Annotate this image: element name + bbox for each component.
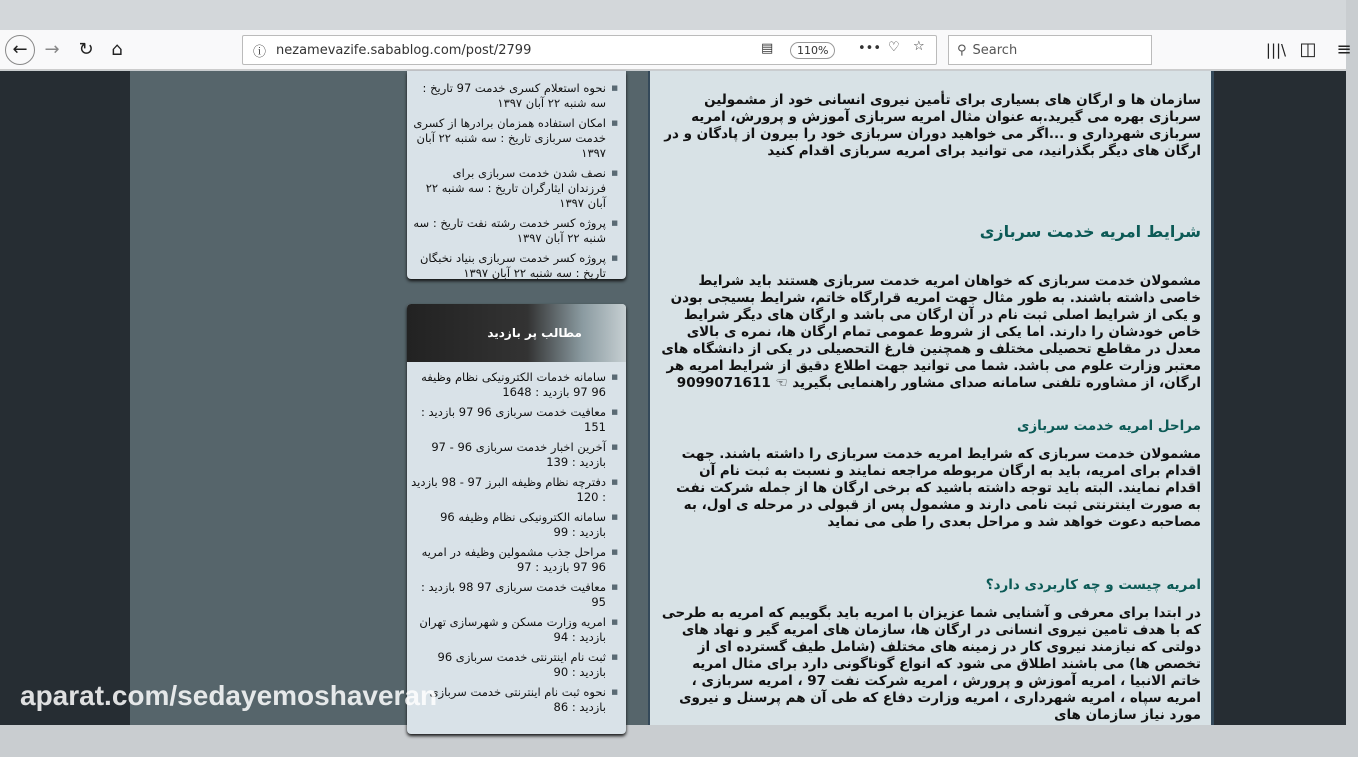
search-placeholder: Search bbox=[972, 42, 1018, 58]
browser-toolbar bbox=[0, 30, 1352, 70]
watermark: aparat.com/sedayemoshaveran bbox=[20, 680, 438, 711]
popular-post-link[interactable]: ■ مراحل جذب مشمولین وظیفه در امریه 96 97 بازدید : 97 bbox=[411, 545, 616, 575]
popular-post-link[interactable]: ■ سامانه الکترونیکی نظام وظیفه 96 بازدید : 99 bbox=[411, 510, 616, 540]
reload-button[interactable]: ↻ bbox=[78, 39, 94, 60]
recent-post-link[interactable]: ■ پروژه کسر خدمت رشته نفت تاریخ : سه شنبه ۲۲ آبان ۱۳۹۷ bbox=[411, 216, 616, 246]
recent-post-link[interactable]: ■ نحوه استعلام کسری خدمت 97 تاریخ : سه شنبه ۲۲ آبان ۱۳۹۷ bbox=[411, 81, 616, 111]
recent-post-link[interactable]: ■ امکان استفاده همزمان برادرها از کسری خدمت سربازی تاریخ : سه شنبه ۲۲ آبان ۱۳۹۷ bbox=[411, 116, 616, 161]
recent-posts-box bbox=[407, 71, 626, 279]
forward-button[interactable]: → bbox=[44, 39, 60, 60]
article-what: در ابتدا برای معرفی و آشنایی شما عزیزان با امریه باید بگوییم که امریه به طرحی که با هدف تامین نیروی انسانی در ارگان ها، سازمان های امریه گیر و نهاد های دولتی که نیازمند نیروی کار در زمینه های مختلف (شامل طیف گسترده ای از تخصص ها) می باشند اطلاق می شود که انواع گوناگونی دارد برای مثال امریه خاتم الانبیا ، امریه آموزش و پرورش ، امریه شرکت نفت 97 ، امریه سربازی ، امریه سپاه ، امریه شهرداری ، امریه وزارت دفاع که طی آن هم پرسنل و نیروی مورد نیاز سازمان های bbox=[661, 605, 1201, 723]
article-intro: سازمان ها و ارگان های بسیاری برای تأمین نیروی انسانی خود از مشمولین سربازی بهره می گیرید.به عنوان مثال امریه سربازی آموزش و پرورش، امریه سربازی شهرداری و ...اگر می خواهید دوران سربازی خود را بیرون از پادگان و در ارگان های دیگر بگذرانید، می توانید برای امریه سربازی اقدام کنید bbox=[664, 92, 1201, 159]
popular-posts-title: مطالب پر بازدید bbox=[407, 304, 626, 362]
back-button[interactable]: ← bbox=[5, 35, 35, 65]
window-top-strip bbox=[0, 0, 1346, 30]
url-text: nezamevazife.sabablog.com/post/2799 bbox=[276, 42, 532, 58]
pocket-icon[interactable]: ♡ bbox=[888, 40, 900, 55]
zoom-level[interactable]: 110% bbox=[790, 42, 835, 59]
popular-post-link[interactable]: ■ دفترچه نظام وظیفه البرز 97 - 98 بازدید : 120 bbox=[411, 475, 616, 505]
url-bar[interactable] bbox=[242, 35, 937, 65]
search-icon: ⚲ bbox=[957, 42, 967, 58]
info-icon[interactable]: ⓘ bbox=[253, 44, 267, 60]
article-steps: مشمولان خدمت سربازی که شرایط امریه خدمت سربازی را داشته باشند. جهت اقدام برای امریه، باید به ارگان مربوطه مراجعه نمایند و نسبت به ثبت نام آن اقدام نمایند. البته باید توجه داشته باشید که برخی ارگان ها از جمله شرکت نفت به صورت اینترنتی ثبت نامی دارند و مشمول پس از قبولی در مرحله ی اول، به مصاحبه دعوت خواهد شد و مراحل بعدی را طی می نماید bbox=[676, 446, 1201, 530]
library-icon[interactable]: |||\ bbox=[1265, 41, 1287, 59]
recent-post-link[interactable]: ■ نصف شدن خدمت سربازی برای فرزندان ایثارگران تاریخ : سه شنبه ۲۲ آبان ۱۳۹۷ bbox=[411, 166, 616, 211]
more-actions-icon[interactable]: ••• bbox=[858, 41, 882, 56]
popular-post-link[interactable]: ■ آخرین اخبار خدمت سربازی 96 - 97 بازدید : 139 bbox=[411, 440, 616, 470]
article-body bbox=[648, 71, 1214, 725]
page-content bbox=[0, 71, 1346, 725]
popular-post-link[interactable]: ■ معافیت خدمت سربازی 96 97 بازدید : 151 bbox=[411, 405, 616, 435]
article-conditions: مشمولان خدمت سربازی که خواهان امریه خدمت سربازی هستند باید شرایط خاصی داشته باشند. به طور مثال جهت امریه قرارگاه خاتم، شرایط بسیجی بودن و یکی از شرایط اصلی ثبت نام در آن ارگان می باشد و ارگان های دیگر شرایط خاص خودشان را دارند. اما یکی از شروط عمومی تمام ارگان ها، نمره ی بالای معدل در مقاطع تحصیلی مختلف و همچنین فارغ التحصیلی در یکی از دانشگاه های معتبر وزارت علوم می باشد. شما می توانید جهت اطلاع دقیق از شرایط امریه هر ارگان، از مشاوره تلفنی سامانه صدای مشاور راهنمایی بگیرید ☜ 9099071611 bbox=[661, 273, 1201, 391]
popular-post-link[interactable]: ■ امریه وزارت مسکن و شهرسازی تهران بازدید : 94 bbox=[411, 615, 616, 645]
hand-pointer-icon: ☜ bbox=[775, 375, 788, 391]
recent-post-link[interactable]: ■ پروژه کسر خدمت سربازی بنیاد نخبگان تاریخ : سه شنبه ۲۲ آبان ۱۳۹۷ bbox=[411, 251, 616, 281]
search-input[interactable] bbox=[948, 35, 1152, 65]
reader-view-icon[interactable]: ▤ bbox=[761, 41, 774, 56]
popular-post-link[interactable]: ■ نحوه ثبت نام اینترنتی خدمت سربازی بازدید : 86 bbox=[411, 685, 616, 715]
popular-post-link[interactable]: ■ معافیت خدمت سربازی 97 98 بازدید : 95 bbox=[411, 580, 616, 610]
sidebar-icon[interactable]: ◫ bbox=[1299, 39, 1317, 60]
heading-what: امریه چیست و چه کاربردی دارد؟ bbox=[985, 577, 1201, 593]
popular-posts-box bbox=[407, 304, 626, 734]
home-button[interactable]: ⌂ bbox=[111, 39, 123, 60]
heading-steps: مراحل امریه خدمت سربازی bbox=[1016, 418, 1201, 434]
phone-number: 9099071611 bbox=[676, 375, 771, 391]
popular-post-link[interactable]: ■ ثبت نام اینترنتی خدمت سربازی 96 بازدید : 90 bbox=[411, 650, 616, 680]
heading-conditions: شرایط امریه خدمت سربازی bbox=[979, 222, 1201, 241]
bookmark-star-icon[interactable]: ☆ bbox=[913, 39, 925, 54]
popular-post-link[interactable]: ■ سامانه خدمات الکترونیکی نظام وظیفه 96 97 بازدید : 1648 bbox=[411, 370, 616, 400]
menu-icon[interactable]: ≡ bbox=[1336, 39, 1352, 60]
